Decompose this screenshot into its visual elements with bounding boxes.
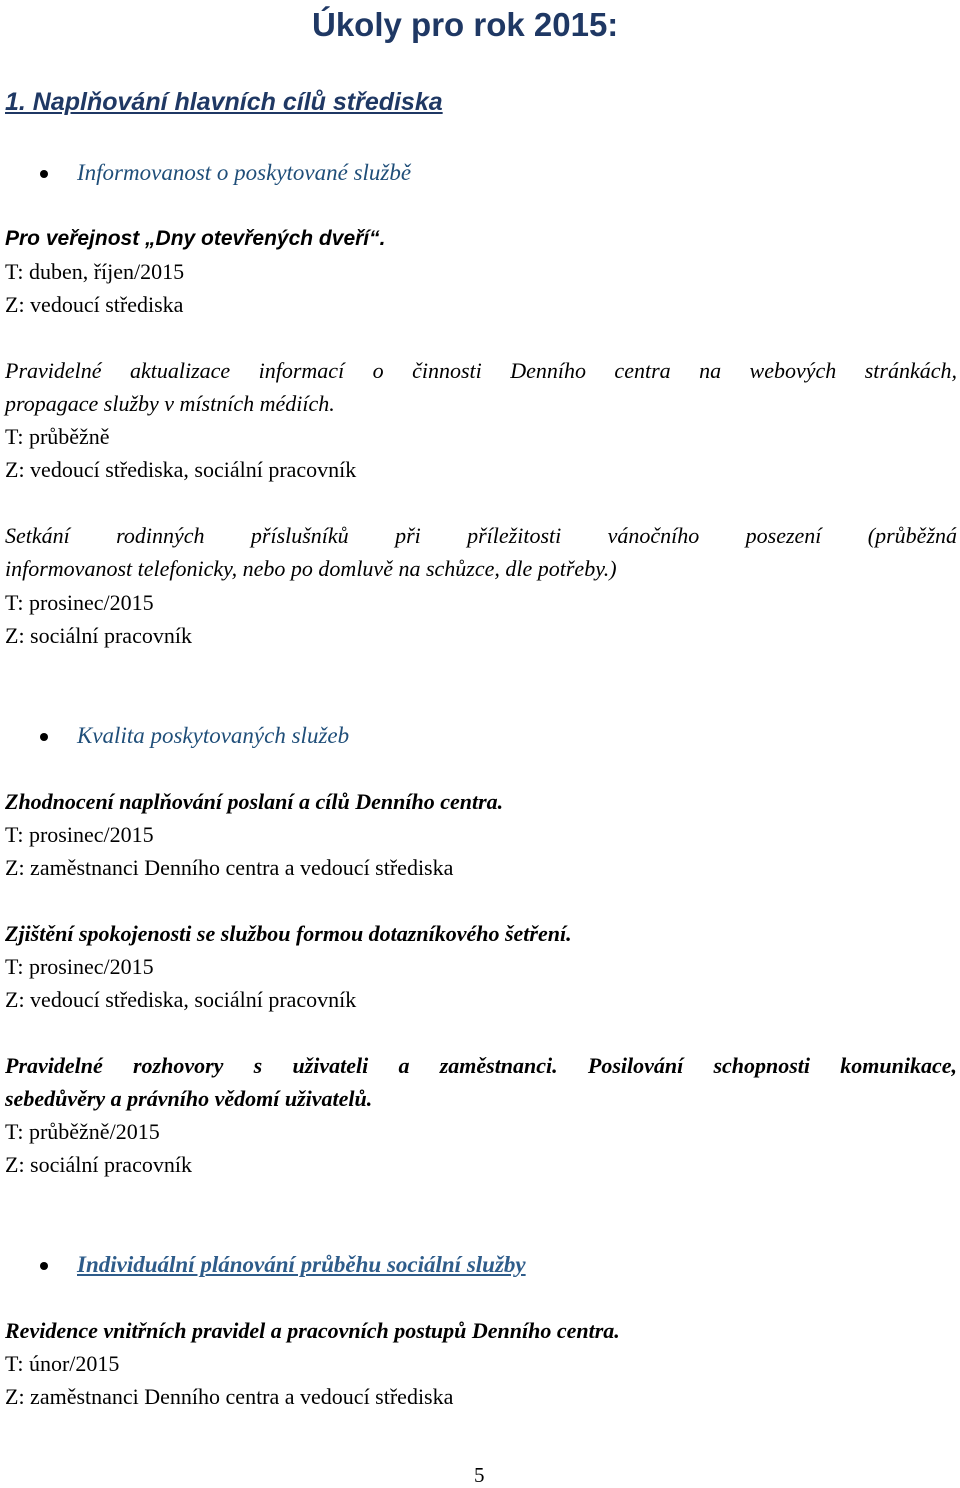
term-text: T: průběžně/2015 — [5, 1119, 160, 1144]
bullet-dot-icon — [40, 1262, 48, 1270]
term-text: T: únor/2015 — [5, 1351, 120, 1376]
responsible-text: Z: vedoucí střediska — [5, 292, 184, 317]
page-title: Úkoly pro rok 2015: — [312, 6, 619, 43]
section-heading: 1. Naplňování hlavních cílů střediska — [5, 88, 443, 116]
task-text-line1: Pravidelné rozhovory s uživateli a zaměstnanci. Posilování schopnosti komunikace, — [5, 1053, 957, 1078]
bullet-dot-icon — [40, 170, 48, 178]
term-text: T: prosinec/2015 — [5, 822, 154, 847]
term-text: T: duben, říjen/2015 — [5, 259, 185, 284]
task-text-line1: Setkání rodinných příslušníků při příležitosti vánočního posezení (průběžná — [5, 523, 957, 548]
bullet-label: Individuální plánování průběhu sociální služby — [77, 1252, 526, 1277]
responsible-text: Z: vedoucí střediska, sociální pracovník — [5, 987, 357, 1012]
bullet-dot-icon — [40, 733, 48, 741]
task-text: Pro veřejnost „Dny otevřených dveří“. — [5, 227, 386, 250]
bullet-label: Informovanost o poskytované službě — [77, 160, 412, 185]
task-text-line2: sebedůvěry a právního vědomí uživatelů. — [5, 1086, 373, 1111]
task-text-line1: Pravidelné aktualizace informací o činnosti Denního centra na webových stránkách, — [5, 358, 957, 383]
task-text: Zhodnocení naplňování poslaní a cílů Denního centra. — [5, 789, 504, 814]
responsible-text: Z: sociální pracovník — [5, 1152, 192, 1177]
term-text: T: prosinec/2015 — [5, 590, 154, 615]
page-number: 5 — [474, 1463, 485, 1487]
task-text: Revidence vnitřních pravidel a pracovních postupů Denního centra. — [5, 1318, 620, 1343]
responsible-text: Z: vedoucí střediska, sociální pracovník — [5, 457, 357, 482]
term-text: T: průběžně — [5, 424, 110, 449]
term-text: T: prosinec/2015 — [5, 954, 154, 979]
responsible-text: Z: sociální pracovník — [5, 623, 192, 648]
task-text-line2: informovanost telefonicky, nebo po domluvě na schůzce, dle potřeby.) — [5, 556, 617, 581]
task-text: Zjištění spokojenosti se službou formou dotazníkového šetření. — [5, 921, 572, 946]
task-text-line2: propagace služby v místních médiích. — [5, 391, 335, 416]
responsible-text: Z: zaměstnanci Denního centra a vedoucí střediska — [5, 855, 454, 880]
bullet-label: Kvalita poskytovaných služeb — [77, 723, 350, 748]
responsible-text: Z: zaměstnanci Denního centra a vedoucí střediska — [5, 1384, 454, 1409]
